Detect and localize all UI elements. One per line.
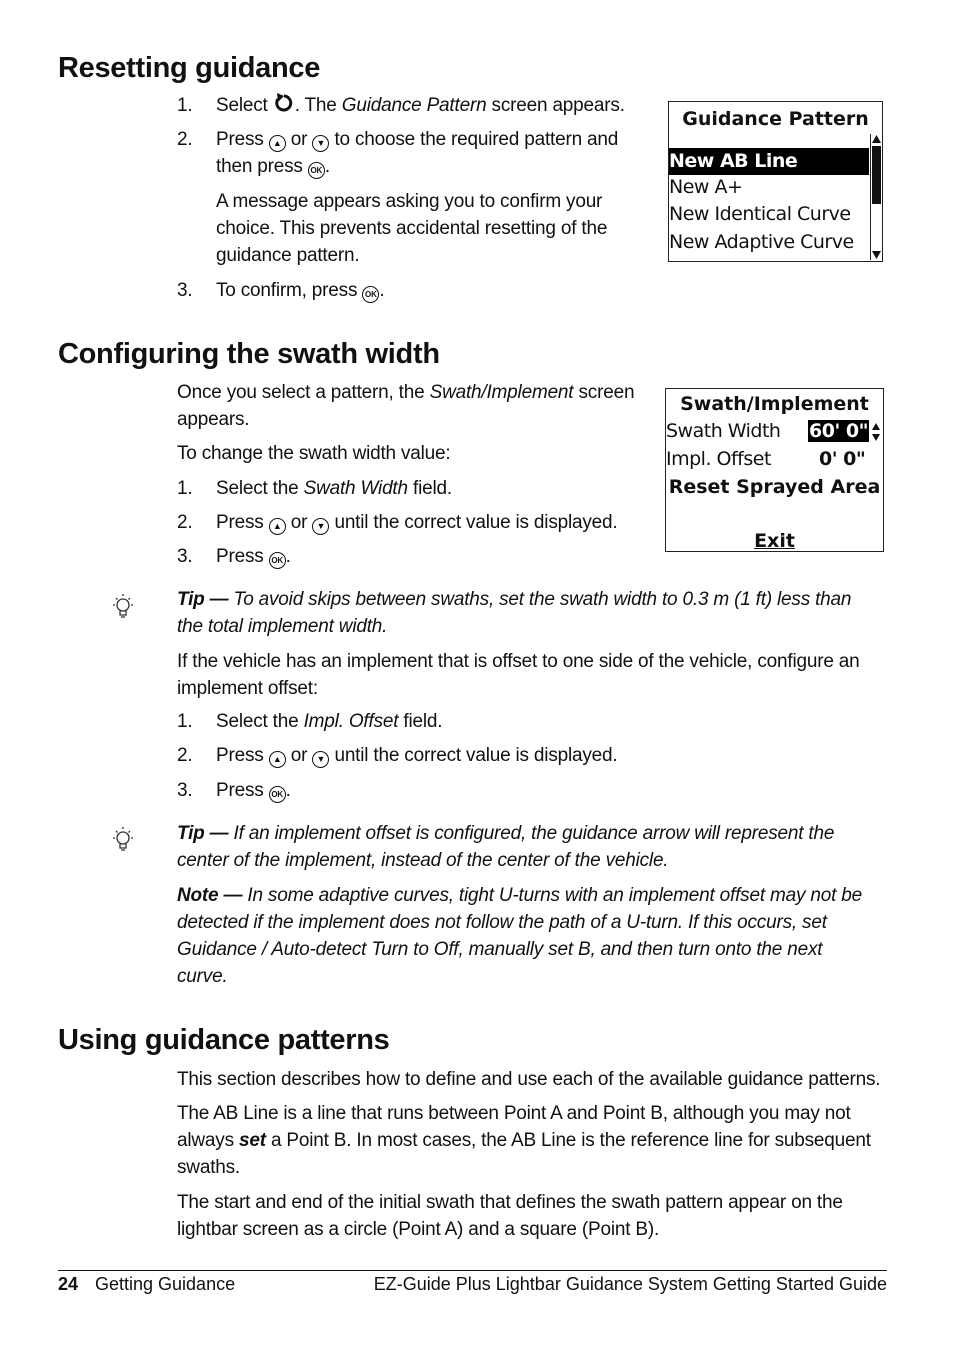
up-button-icon: ▲ xyxy=(269,135,286,152)
pattern-option-selected: New AB Line xyxy=(669,148,869,175)
offset-intro: If the vehicle has an implement that is offset to one side of the vehicle, configure an implement offset: xyxy=(177,651,860,699)
swath-implement-screen xyxy=(665,388,884,552)
scrollbar xyxy=(870,134,882,260)
pattern-option: New Adaptive Curve xyxy=(669,231,854,253)
ok-button-icon: OK xyxy=(362,286,379,303)
chapter-title: Getting Guidance xyxy=(95,1274,236,1294)
tip-implement-offset: Tip — If an implement offset is configured, the guidance arrow will represent the center of the implement, instead of the center of the vehicle. xyxy=(177,823,835,871)
pattern-option: New Identical Curve xyxy=(669,203,851,225)
swath-width-label: Swath Width xyxy=(666,420,781,442)
note-adaptive-curves: Note — In some adaptive curves, tight U-turns with an implement offset may not be detected if the implement does not follow the path of a U-turn. If this occurs, set Guidance / Auto-detect Turn to Off, manually set B, and then turn onto the next curve. xyxy=(177,885,863,987)
ok-button-icon: OK xyxy=(308,162,325,179)
up-button-icon: ▲ xyxy=(269,518,286,535)
down-button-icon: ▼ xyxy=(312,751,329,768)
swath-intro: Once you select a pattern, the Swath/Implement screen appears. xyxy=(177,382,635,430)
using-para-1: This section describes how to define and use each of the available guidance patterns. xyxy=(177,1069,881,1090)
heading-using-guidance-patterns: Using guidance patterns xyxy=(58,1024,390,1056)
swath-change-intro: To change the swath width value: xyxy=(177,443,451,464)
page-number: 24 xyxy=(58,1274,79,1294)
value-adjust-arrows-icon xyxy=(872,423,880,441)
heading-resetting-guidance: Resetting guidance xyxy=(58,52,321,84)
heading-configuring-swath-width: Configuring the swath width xyxy=(58,338,440,370)
pattern-option: New A+ xyxy=(669,176,743,198)
reset-sprayed-area: Reset Sprayed Area xyxy=(668,476,881,498)
ok-button-icon: OK xyxy=(269,552,286,569)
up-button-icon: ▲ xyxy=(269,751,286,768)
impl-offset-label: Impl. Offset xyxy=(666,448,771,470)
footer-divider xyxy=(58,1270,887,1271)
scroll-thumb xyxy=(872,146,881,204)
using-para-2: The AB Line is a line that runs between Point A and Point B, although you may not always set a Point B. In most cases, the AB Line is the reference line for subsequent swaths. xyxy=(177,1103,871,1178)
exit-option: Exit xyxy=(754,530,795,552)
reset-icon xyxy=(273,93,295,113)
document-title: EZ-Guide Plus Lightbar Guidance System Getting Started Guide xyxy=(373,1274,887,1294)
lightbulb-icon xyxy=(110,825,136,855)
screen-title: Guidance Pattern xyxy=(682,108,869,130)
scroll-up-arrow-icon xyxy=(871,134,882,144)
swath-width-value: 60' 0" xyxy=(809,420,868,442)
lightbulb-icon xyxy=(110,592,136,622)
document-page: Resetting guidance 1. Select . The Guidance Pattern screen appears. 2. Press ▲ or ▼ to choose the required pattern and then press OK . A message appears asking you to confirm your choice. This prevents accidental resetting of the guidance pattern. 3. To confirm, press OK . Guidance Pattern New AB Line New A+ New Identical Curve New Adaptive Curve Configuring the swath width Once you select a pattern, the Swath/Implement screen appears. To change the swath width value: 1. Select the Swath Width field. 2. Press ▲ or ▼ until the correct value is displayed. 3. Press OK . Swath/Implement Swath Width 60' 0" Impl. Offset 0' 0" Reset Sprayed Area Exit Tip — To avoid skips between swaths, set the swath width to 0.3 m (1 ft) less than the total implement width. If the vehicle has an implement that is offset to one side of the vehicle, configure an implement offset: 1. Select the Impl. Offset field. 2. Press ▲ or ▼ until the correct value is displayed. 3. Press OK . Tip — If an implement offset is configured, the guidance arrow will represent the center of the implement, instead of the center of the vehicle. Note — In some adaptive curves, tight U-turns with an implement offset may not be detected if the implement does not follow the path of a U-turn. If this occurs, set Guidance / Auto-detect Turn to Off, manually set B, and then turn onto the next curve. Using guidance patterns This section describes how to define and use each of the available guidance patterns. The AB Line is a line that runs between Point A and Point B, although you may not always set a Point B. In most cases, the AB Line is the reference line for subsequent swaths. The start and end of the initial swath that defines the swath pattern appear on the lightbar screen as a circle (Point A) and a square (Point B). 24 Getting Guidance EZ-Guide Plus Lightbar Guidance System Getting Started Guide xyxy=(0,0,954,1355)
down-button-icon: ▼ xyxy=(312,135,329,152)
ok-button-icon: OK xyxy=(269,786,286,803)
guidance-pattern-screen xyxy=(668,101,883,262)
screen-title: Swath/Implement xyxy=(680,393,869,415)
reset-confirm-message: A message appears asking you to confirm your choice. This prevents accidental resetting of the guidance pattern. xyxy=(216,191,608,266)
impl-offset-value: 0' 0" xyxy=(819,448,866,470)
down-button-icon: ▼ xyxy=(312,518,329,535)
tip-swath-width: Tip — To avoid skips between swaths, set the swath width to 0.3 m (1 ft) less than the total implement width. xyxy=(177,589,852,637)
using-para-3: The start and end of the initial swath that defines the swath pattern appear on the lightbar screen as a circle (Point A) and a square (Point B). xyxy=(177,1192,843,1240)
scroll-down-arrow-icon xyxy=(871,250,882,260)
